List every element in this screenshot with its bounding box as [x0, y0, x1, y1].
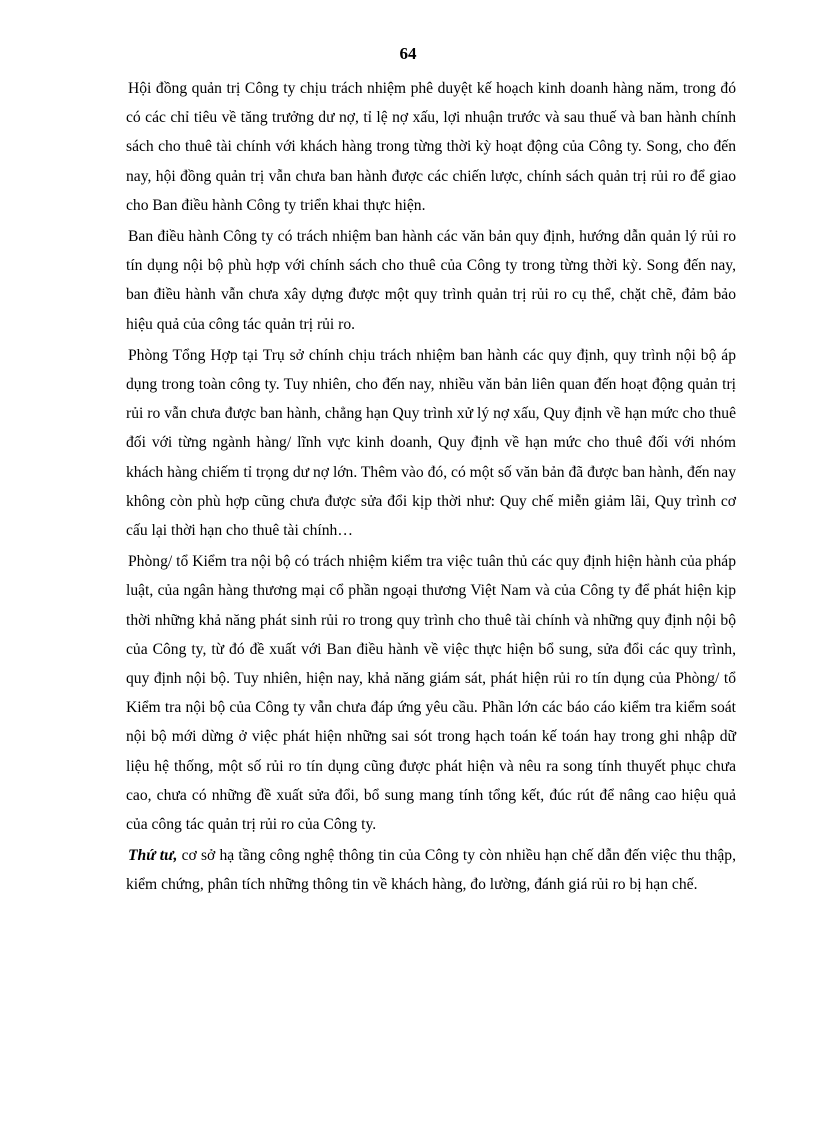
body-text	[126, 74, 736, 902]
paragraph-lead-text: Thứ tư,	[128, 847, 178, 865]
paragraph-fourth-point	[126, 841, 736, 899]
paragraph-board-of-directors: Hội đồng quản trị Công ty chịu trách nhiệm phê duyệt kế hoạch kinh doanh hàng năm, trong đó có các chỉ tiêu về tăng trưởng dư nợ, tỉ lệ nợ xấu, lợi nhuận trước và sau thuế và ban hành chính sách cho thuê tài chính với khách hàng trong từng thời kỳ hoạt động của Công ty. Song, cho đến nay, hội đồng quản trị vẫn chưa ban hành được các chiến lược, chính sách quản trị rủi ro để giao cho Ban điều hành Công ty triển khai thực hiện.	[126, 80, 736, 214]
paragraph-executive-board: Ban điều hành Công ty có trách nhiệm ban hành các văn bản quy định, hướng dẫn quản lý rủi ro tín dụng nội bộ phù hợp với chính sách cho thuê của Công ty trong từng thời kỳ. Song đến nay, ban điều hành vẫn chưa xây dựng được một quy trình quản trị rủi ro cụ thể, chặt chẽ, đảm bảo hiệu quả của công tác quản trị rủi ro.	[126, 228, 736, 333]
page-number: 64	[399, 44, 417, 63]
paragraph-body-text: cơ sở hạ tầng công nghệ thông tin của Công ty còn nhiều hạn chế dẫn đến việc thu thập, kiểm chứng, phân tích những thông tin về khách hàng, đo lường, đánh giá rủi ro bị hạn chế.	[126, 847, 737, 894]
paragraph-general-department: Phòng Tổng Hợp tại Trụ sở chính chịu trách nhiệm ban hành các quy định, quy trình nội bộ áp dụng trong toàn công ty. Tuy nhiên, cho đến nay, nhiều văn bản liên quan đến hoạt động quản trị rủi ro vẫn chưa được ban hành, chẳng hạn Quy trình xử lý nợ xấu, Quy định về hạn mức cho thuê đối với từng ngành hàng/ lĩnh vực kinh doanh, Quy định về hạn mức cho thuê đối với nhóm khách hàng chiếm tỉ trọng dư nợ lớn. Thêm vào đó, có một số văn bản đã được ban hành, đến nay không còn phù hợp cũng chưa được sửa đổi kịp thời như: Quy chế miễn giảm lãi, Quy trình cơ cấu lại thời hạn cho thuê tài chính…	[126, 346, 736, 540]
paragraph-internal-audit: Phòng/ tổ Kiểm tra nội bộ có trách nhiệm kiểm tra việc tuân thủ các quy định hiện hành của pháp luật, của ngân hàng thương mại cổ phần ngoại thương Việt Nam và của Công ty để phát hiện kịp thời những khả năng phát sinh rủi ro trong quy trình cho thuê tài chính và những quy định nội bộ của Công ty, từ đó đề xuất với Ban điều hành về việc thực hiện bổ sung, sửa đổi các quy trình, quy định nội bộ. Tuy nhiên, hiện nay, khả năng giám sát, phát hiện rủi ro tín dụng của Phòng/ tổ Kiểm tra nội bộ của Công ty vẫn chưa đáp ứng yêu cầu. Phần lớn các báo cáo kiểm tra kiểm soát nội bộ mới dừng ở việc phát hiện những sai sót trong hạch toán kế toán hay trong ghi nhập dữ liệu hệ thống, một số rủi ro tín dụng cũng được phát hiện và nêu ra song tính thuyết phục chưa cao, chưa có những đề xuất sửa đổi, bổ sung mang tính tổng kết, đúc rút để nâng cao hiệu quả của công tác quản trị rủi ro của Công ty.	[126, 553, 736, 834]
